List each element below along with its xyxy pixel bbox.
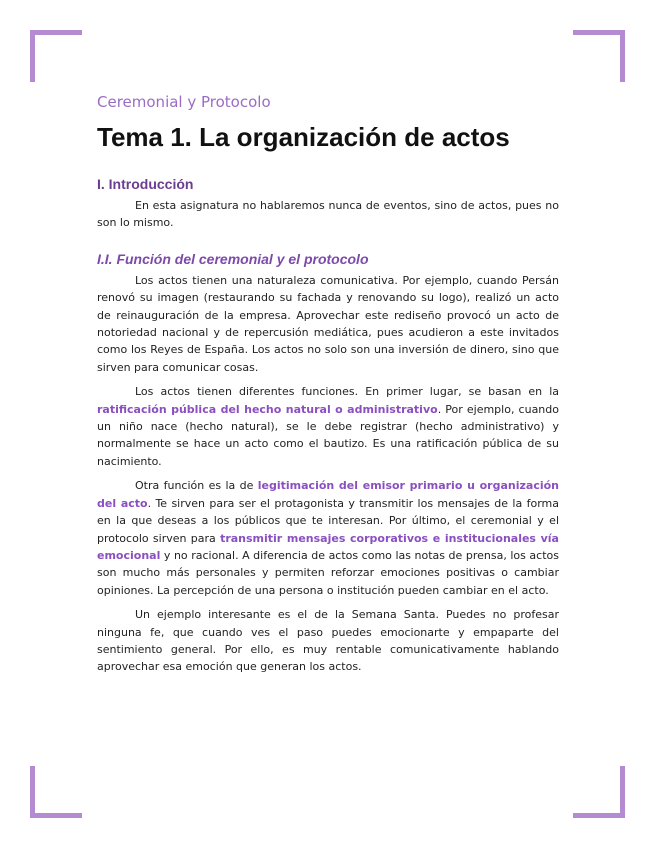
funcion-paragraph-4: Un ejemplo interesante es el de la Semana Santa. Puedes no profesar ninguna fe, que cuando ves el paso puedes emocionarte y empaparte del sentimiento general. Por ello, es muy rentable comunicativamente hablando aprovechar esa emoción que generan los actos.	[97, 608, 559, 674]
corner-mark-bottom-left	[30, 766, 82, 818]
highlight-legitimacion: legitimación del emisor primario u organización del acto	[97, 479, 559, 510]
paragraph-text: y no racional. A diferencia de actos como las notas de prensa, los actos son mucho más personales y permiten reforzar emociones positivas o cambiar opiniones. La percepción de una persona o institución pueden cambiar en el acto.	[97, 548, 559, 597]
corner-mark-top-right	[573, 30, 625, 82]
paragraph-text: Los actos tienen diferentes funciones. En primer lugar, se basan en la	[135, 385, 559, 399]
intro-paragraph: En esta asignatura no hablaremos nunca de eventos, sino de actos, pues no son lo mismo.	[97, 199, 559, 230]
subject-label: Ceremonial y Protocolo	[97, 93, 271, 111]
section-heading-introduccion: I. Introducción	[97, 176, 194, 192]
highlight-transmitir-mensajes: transmitir mensajes corporativos e institucionales vía emocional	[97, 531, 559, 562]
paragraph-text: Otra función es la de	[135, 479, 258, 493]
funcion-paragraph-3	[97, 477, 559, 599]
paragraph-text: . Te sirven para ser el protagonista y transmitir los mensajes de la forma en la que deseas a los públicos que te interesan. Por último, el ceremonial y el protocolo sirven para	[97, 496, 559, 545]
paragraph-text: . Por ejemplo, cuando un niño nace (hecho natural), se le debe registrar (hecho administrativo) y normalmente se hace un acto como el bautizo. Es una ratificación pública de su nacimiento.	[97, 402, 559, 468]
funcion-paragraph-2	[97, 383, 559, 470]
funcion-paragraph-1: Los actos tienen una naturaleza comunicativa. Por ejemplo, cuando Persán renovó su imagen (restaurando su fachada y renovando su logo), realizó un acto de reinauguración de la empresa. Aprovechar este rediseño provocó un acto de notoriedad nacional y de repercusión mediática, pues acudieron a este invitados como los Reyes de España. Los actos no solo son una inversión de dinero, sino que sirven para comunicar cosas.	[97, 273, 559, 374]
subsection-heading-funcion: I.I. Función del ceremonial y el protocolo	[97, 250, 369, 267]
corner-mark-top-left	[30, 30, 82, 82]
highlight-ratificacion: ratificación pública del hecho natural o administrativo	[97, 402, 438, 416]
document-content	[97, 93, 559, 683]
page-title: Tema 1. La organización de actos	[97, 122, 510, 152]
corner-mark-bottom-right	[573, 766, 625, 818]
